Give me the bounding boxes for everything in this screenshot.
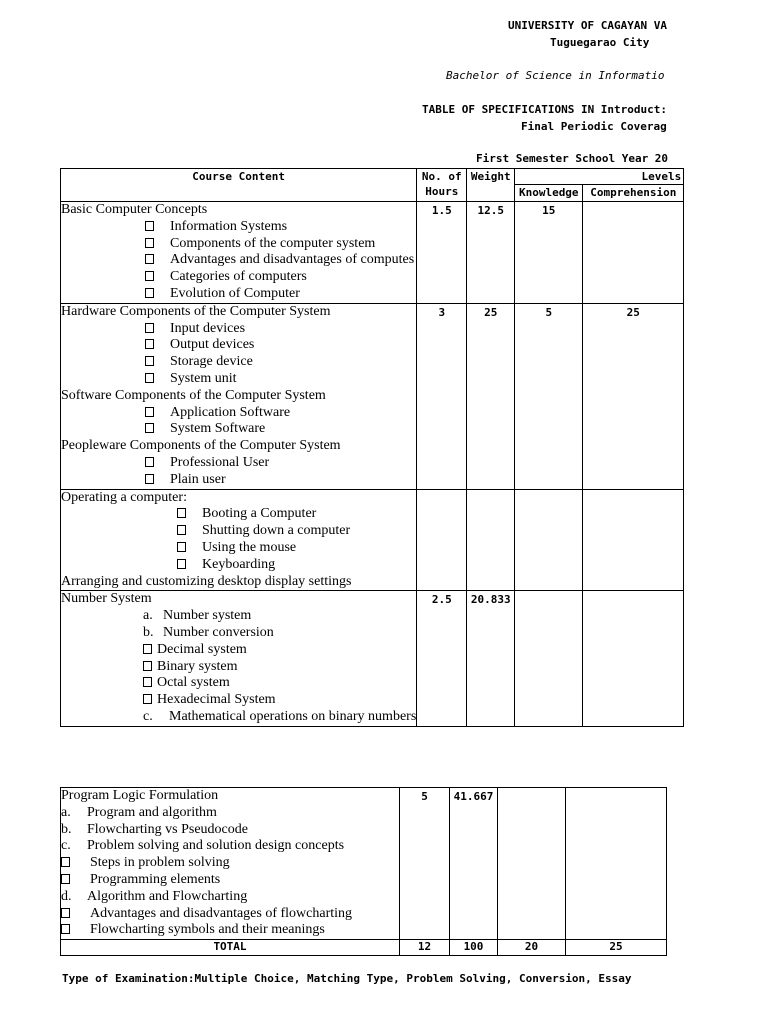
list-item: Shutting down a computer	[61, 523, 416, 540]
list-item: Booting a Computer	[61, 506, 416, 523]
total-weight: 100	[450, 940, 498, 956]
hours-operating	[417, 489, 467, 591]
checkbox-bullet-icon	[145, 271, 154, 281]
col-knowledge: Knowledge	[515, 185, 583, 202]
col-hours-line2: Hours	[425, 185, 459, 198]
coverage-label: Final Periodic Coverag	[521, 120, 667, 133]
list-item: b. Flowcharting vs Pseudocode	[61, 821, 248, 837]
list-item: Using the mouse	[61, 540, 416, 557]
total-label: TOTAL	[61, 940, 400, 956]
section-title-hardware: Hardware Components of the Computer System	[61, 303, 331, 319]
list-item: Decimal system	[61, 642, 416, 659]
list-item: c. Problem solving and solution design concepts	[61, 838, 345, 854]
hours-logic: 5	[400, 788, 450, 940]
list-item: Advantages and disadvantages of computes	[61, 252, 416, 269]
semester-label: First Semester School Year 20	[476, 152, 669, 165]
weight-basic: 12.5	[467, 202, 515, 304]
hours-hardware: 3	[417, 303, 467, 489]
specifications-table	[60, 168, 684, 727]
checkbox-bullet-icon	[177, 559, 186, 569]
comprehension-hardware: 25	[583, 303, 684, 489]
total-hours: 12	[400, 940, 450, 956]
operating-last-item: Arranging and customizing desktop display settings	[61, 573, 352, 589]
checkbox-bullet-icon	[145, 373, 154, 383]
table-row-logic	[61, 788, 667, 940]
checkbox-bullet-icon	[145, 288, 154, 298]
weight-hardware: 25	[467, 303, 515, 489]
checkbox-bullet-icon	[145, 323, 154, 333]
checkbox-bullet-icon	[143, 677, 152, 687]
list-item: Professional User	[61, 455, 416, 472]
list-item: Components of the computer system	[61, 236, 416, 253]
knowledge-operating	[515, 489, 583, 591]
checkbox-bullet-icon	[177, 525, 186, 535]
list-item: Categories of computers	[61, 269, 416, 286]
weight-operating	[467, 489, 515, 591]
list-item: Keyboarding	[61, 557, 416, 574]
list-item: b. Number conversion	[143, 624, 274, 640]
list-item: Steps in problem solving	[61, 855, 399, 872]
list-item: Octal system	[61, 675, 416, 692]
checkbox-bullet-icon	[145, 423, 154, 433]
checkbox-bullet-icon	[145, 238, 154, 248]
table-row-total	[61, 940, 667, 956]
section-title-logic: Program Logic Formulation	[61, 788, 219, 803]
weight-number: 20.833	[467, 591, 515, 726]
knowledge-basic: 15	[515, 202, 583, 304]
weight-logic: 41.667	[450, 788, 498, 940]
list-item: Evolution of Computer	[61, 286, 416, 303]
section-title-operating: Operating a computer:	[61, 489, 187, 505]
list-item: Programming elements	[61, 872, 399, 889]
list-item: Information Systems	[61, 219, 416, 236]
checkbox-bullet-icon	[145, 221, 154, 231]
knowledge-number	[515, 591, 583, 726]
list-item: Flowcharting symbols and their meanings	[61, 922, 399, 939]
col-course-content: Course Content	[61, 169, 417, 202]
list-item: Input devices	[61, 321, 416, 338]
checkbox-bullet-icon	[177, 508, 186, 518]
total-comprehension: 25	[566, 940, 667, 956]
checkbox-bullet-icon	[143, 644, 152, 654]
list-item: Plain user	[61, 472, 416, 489]
comprehension-basic	[583, 202, 684, 304]
checkbox-bullet-icon	[143, 661, 152, 671]
col-weight: Weight	[467, 169, 515, 202]
list-item: a. Number system	[143, 608, 252, 624]
list-item: d. Algorithm and Flowcharting	[61, 888, 248, 904]
hours-basic: 1.5	[417, 202, 467, 304]
total-knowledge: 20	[498, 940, 566, 956]
list-item: System Software	[61, 421, 416, 438]
section-title-peopleware: Peopleware Components of the Computer System	[61, 438, 341, 454]
checkbox-bullet-icon	[61, 924, 70, 934]
knowledge-logic	[498, 788, 566, 940]
list-item: a. Program and algorithm	[61, 804, 217, 820]
checkbox-bullet-icon	[61, 874, 70, 884]
list-item: System unit	[61, 371, 416, 388]
program-name: Bachelor of Science in Informatio	[446, 69, 665, 82]
list-item: Binary system	[61, 659, 416, 676]
checkbox-bullet-icon	[145, 474, 154, 484]
table-row-hardware	[61, 303, 684, 489]
comprehension-logic	[566, 788, 667, 940]
list-item: Hexadecimal System	[61, 692, 416, 709]
knowledge-hardware: 5	[515, 303, 583, 489]
col-hours-line1: No. of	[421, 170, 462, 183]
col-hours	[417, 169, 467, 202]
checkbox-bullet-icon	[145, 407, 154, 417]
checkbox-bullet-icon	[145, 457, 154, 467]
list-item: Advantages and disadvantages of flowcharting	[61, 906, 399, 923]
checkbox-bullet-icon	[145, 356, 154, 366]
checkbox-bullet-icon	[61, 908, 70, 918]
comprehension-operating	[583, 489, 684, 591]
section-title-number: Number System	[61, 591, 152, 607]
list-item: Storage device	[61, 354, 416, 371]
checkbox-bullet-icon	[145, 339, 154, 349]
checkbox-bullet-icon	[143, 694, 152, 704]
examination-type: Type of Examination:Multiple Choice, Matching Type, Problem Solving, Conversion, Essay	[62, 972, 632, 985]
section-title-software: Software Components of the Computer System	[61, 387, 326, 403]
list-item: Output devices	[61, 337, 416, 354]
hours-number: 2.5	[417, 591, 467, 726]
col-comprehension: Comprehension	[583, 185, 684, 202]
checkbox-bullet-icon	[61, 857, 70, 867]
document-title: TABLE OF SPECIFICATIONS IN Introduct:	[422, 103, 668, 116]
checkbox-bullet-icon	[177, 542, 186, 552]
table-row-number	[61, 591, 684, 726]
col-levels: Levels	[515, 169, 684, 185]
checkbox-bullet-icon	[145, 254, 154, 264]
specifications-table-continued	[60, 787, 667, 956]
comprehension-number	[583, 591, 684, 726]
list-item: Application Software	[61, 405, 416, 422]
list-item: c. Mathematical operations on binary numbers	[143, 708, 417, 724]
table-row-basic	[61, 202, 684, 304]
table-row-operating	[61, 489, 684, 591]
section-title-basic: Basic Computer Concepts	[61, 202, 208, 217]
university-name: UNIVERSITY OF CAGAYAN VA	[508, 19, 667, 32]
city-name: Tuguegarao City	[550, 36, 650, 49]
